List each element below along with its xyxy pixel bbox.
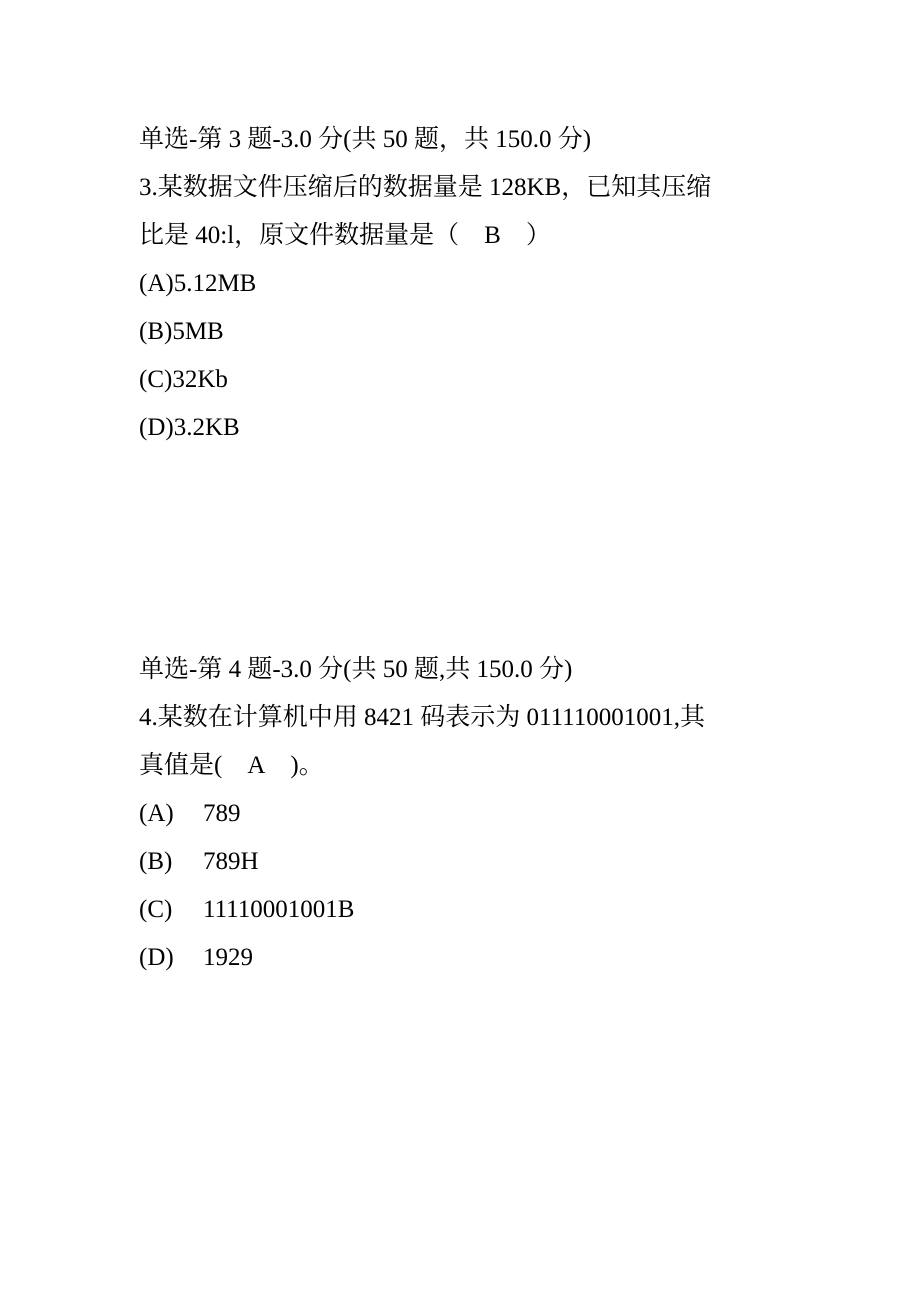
option-value: 789H: [203, 848, 259, 875]
option-label: (D): [139, 944, 174, 971]
option-a: [139, 790, 799, 838]
stem-text: 真值是(: [139, 752, 248, 779]
option-label: (A): [139, 800, 174, 827]
stem-text: 比是 40:l，原文件数据量是（: [139, 222, 485, 249]
option-b: [139, 838, 799, 886]
question-stem-line: [139, 742, 799, 790]
question-4: [139, 646, 799, 982]
option-b: (B)5MB: [139, 318, 224, 345]
stem-text: )。: [265, 752, 324, 779]
option-d: (D)3.2KB: [139, 414, 240, 441]
option-label: (B): [139, 848, 173, 875]
option-value: 1929: [203, 944, 253, 971]
question-header: 单选-第 3 题-3.0 分(共 50 题，共 150.0 分): [139, 126, 592, 153]
answer-key: A: [247, 752, 266, 779]
question-3: [139, 116, 799, 452]
question-stem-line: 4.某数在计算机中用 8421 码表示为 011110001001,其: [139, 704, 705, 731]
option-c: (C)32Kb: [139, 366, 228, 393]
option-label: (C): [139, 896, 173, 923]
stem-text: ）: [500, 222, 551, 249]
option-c: [139, 886, 799, 934]
option-value: 11110001001B: [203, 896, 355, 923]
answer-key: B: [484, 222, 501, 249]
question-stem-line: [139, 212, 799, 260]
question-stem-line: 3.某数据文件压缩后的数据量是 128KB，已知其压缩: [139, 174, 712, 201]
option-a: (A)5.12MB: [139, 270, 257, 297]
option-d: [139, 934, 799, 982]
question-header: 单选-第 4 题-3.0 分(共 50 题,共 150.0 分): [139, 656, 573, 683]
option-value: 789: [203, 800, 241, 827]
